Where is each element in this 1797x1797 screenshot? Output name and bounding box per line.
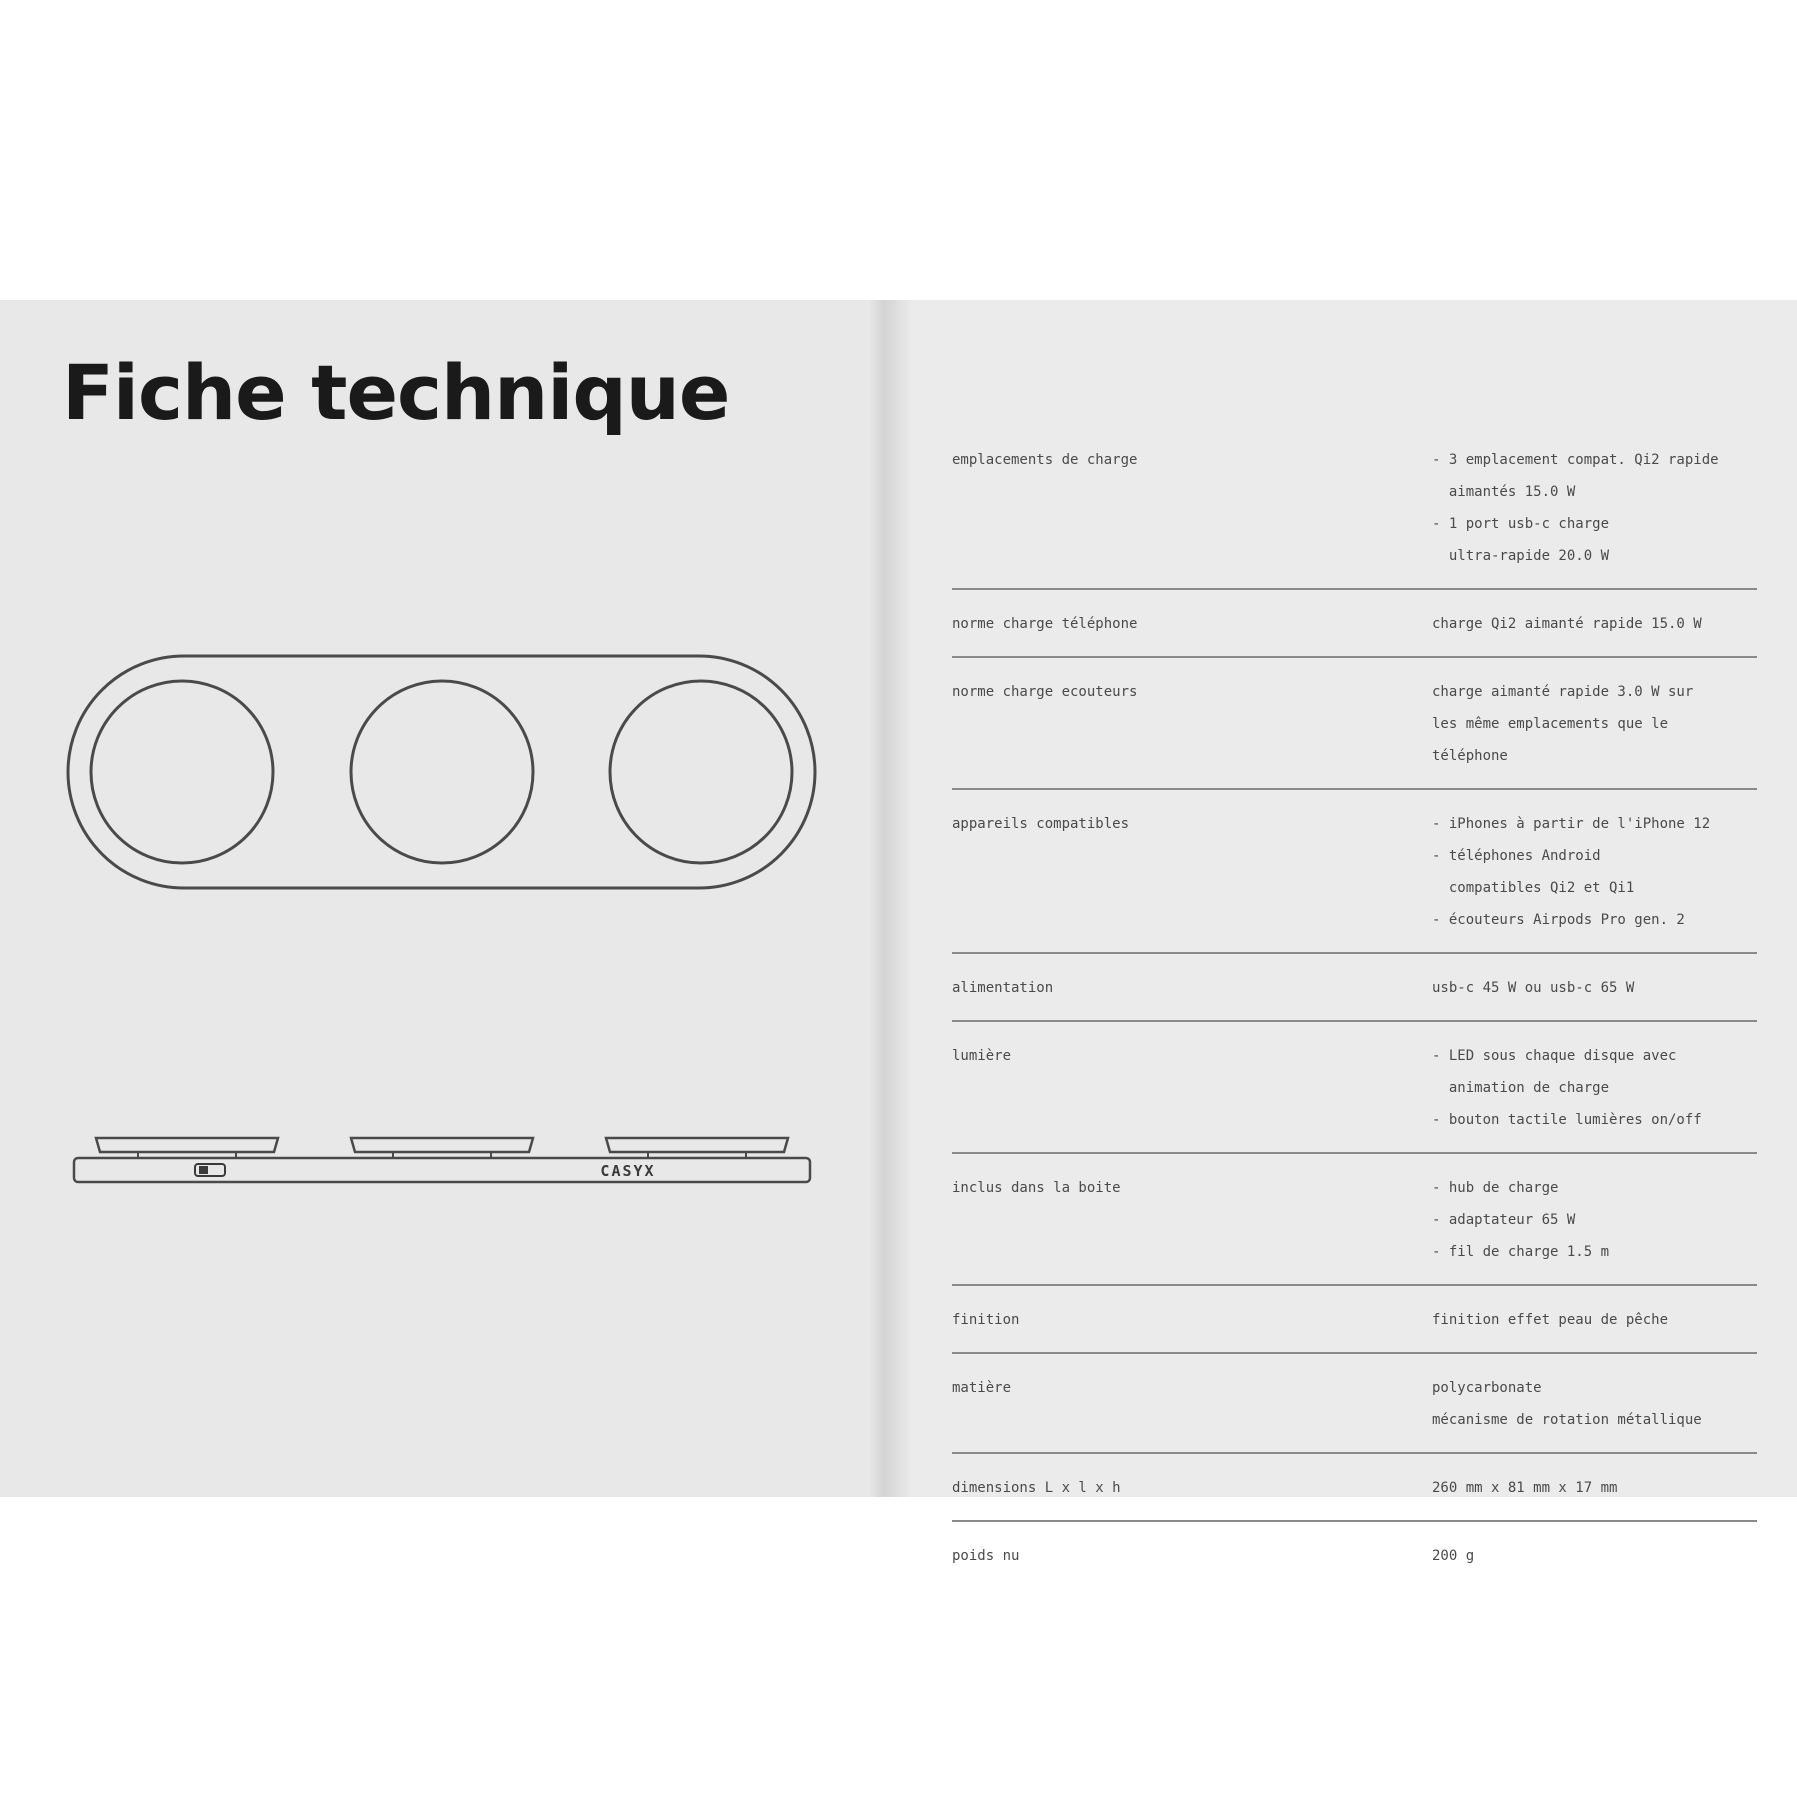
spec-row — [952, 1454, 1757, 1522]
spec-value-line: - téléphones Android — [1432, 848, 1601, 864]
side-pad-1 — [96, 1138, 278, 1152]
spec-label: alimentation — [952, 980, 1054, 996]
spec-label: emplacements de charge — [952, 452, 1138, 468]
spec-label: inclus dans la boite — [952, 1180, 1121, 1196]
spec-values — [1432, 1040, 1757, 1136]
spec-label: poids nu — [952, 1548, 1020, 1564]
spec-value-line: - iPhones à partir de l'iPhone 12 — [1432, 816, 1711, 832]
side-pad-3 — [606, 1138, 788, 1152]
spec-values — [1432, 1172, 1757, 1268]
spec-row — [952, 1286, 1757, 1354]
page-title: Fiche technique — [62, 348, 730, 437]
spec-value-line: - 1 port usb-c charge — [1432, 516, 1610, 532]
charging-pad-1 — [91, 681, 273, 863]
spec-value-line: les même emplacements que le — [1432, 716, 1669, 732]
charger-side-view-illustration — [68, 1132, 814, 1200]
charger-base-side — [74, 1158, 810, 1182]
spec-values — [1432, 444, 1757, 572]
spec-values — [1432, 1304, 1757, 1336]
spec-value-line: 200 g — [1432, 1548, 1475, 1564]
side-pad-2 — [351, 1138, 533, 1152]
spec-label: lumière — [952, 1048, 1012, 1064]
booklet-spread — [0, 300, 1797, 1564]
spec-label: norme charge ecouteurs — [952, 684, 1138, 700]
spec-value-line: charge aimanté rapide 3.0 W sur — [1432, 684, 1694, 700]
spec-value-line: mécanisme de rotation métallique — [1432, 1412, 1702, 1428]
spec-row — [952, 954, 1757, 1022]
spec-values — [1432, 972, 1757, 1004]
spec-value-line: aimantés 15.0 W — [1432, 484, 1576, 500]
brand-logo: CASYX — [600, 1162, 656, 1180]
spec-values — [1432, 1472, 1757, 1504]
spec-label: norme charge téléphone — [952, 616, 1138, 632]
charger-body-outline — [68, 656, 815, 888]
spec-row — [952, 1022, 1757, 1154]
charging-pad-3 — [610, 681, 792, 863]
spec-value-line: - adaptateur 65 W — [1432, 1212, 1576, 1228]
spec-value-line: - bouton tactile lumières on/off — [1432, 1112, 1702, 1128]
spec-value-line: téléphone — [1432, 748, 1508, 764]
spec-value-line: - 3 emplacement compat. Qi2 rapide — [1432, 452, 1719, 468]
spec-value-line: 260 mm x 81 mm x 17 mm — [1432, 1480, 1618, 1496]
charger-top-view-illustration — [64, 652, 819, 892]
spec-row — [952, 658, 1757, 790]
spec-value-line: - fil de charge 1.5 m — [1432, 1244, 1610, 1260]
spec-label: matière — [952, 1380, 1012, 1396]
spec-row — [952, 1522, 1757, 1588]
spec-row — [952, 438, 1757, 590]
spec-value-line: polycarbonate — [1432, 1380, 1542, 1396]
spec-value-line: ultra-rapide 20.0 W — [1432, 548, 1610, 564]
spec-row — [952, 590, 1757, 658]
spec-value-line: usb-c 45 W ou usb-c 65 W — [1432, 980, 1635, 996]
spec-row — [952, 790, 1757, 954]
spec-value-line: animation de charge — [1432, 1080, 1610, 1096]
spec-value-line: compatibles Qi2 et Qi1 — [1432, 880, 1635, 896]
spec-values — [1432, 608, 1757, 640]
spec-value-line: charge Qi2 aimanté rapide 15.0 W — [1432, 616, 1702, 632]
spec-value-line: - écouteurs Airpods Pro gen. 2 — [1432, 912, 1685, 928]
spec-label: dimensions L x l x h — [952, 1480, 1121, 1496]
left-page — [0, 300, 880, 1497]
spec-values — [1432, 676, 1757, 772]
spec-values — [1432, 1372, 1757, 1436]
spec-value-line: - hub de charge — [1432, 1180, 1559, 1196]
spec-value-line: - LED sous chaque disque avec — [1432, 1048, 1677, 1064]
spec-values — [1432, 808, 1757, 936]
spec-table — [952, 438, 1757, 1588]
spec-row — [952, 1354, 1757, 1454]
page-gutter — [870, 300, 910, 1497]
spec-row — [952, 1154, 1757, 1286]
spec-label: appareils compatibles — [952, 816, 1130, 832]
spec-values — [1432, 1540, 1757, 1572]
spec-label: finition — [952, 1312, 1020, 1328]
charging-pad-2 — [351, 681, 533, 863]
spec-value-line: finition effet peau de pêche — [1432, 1312, 1669, 1328]
